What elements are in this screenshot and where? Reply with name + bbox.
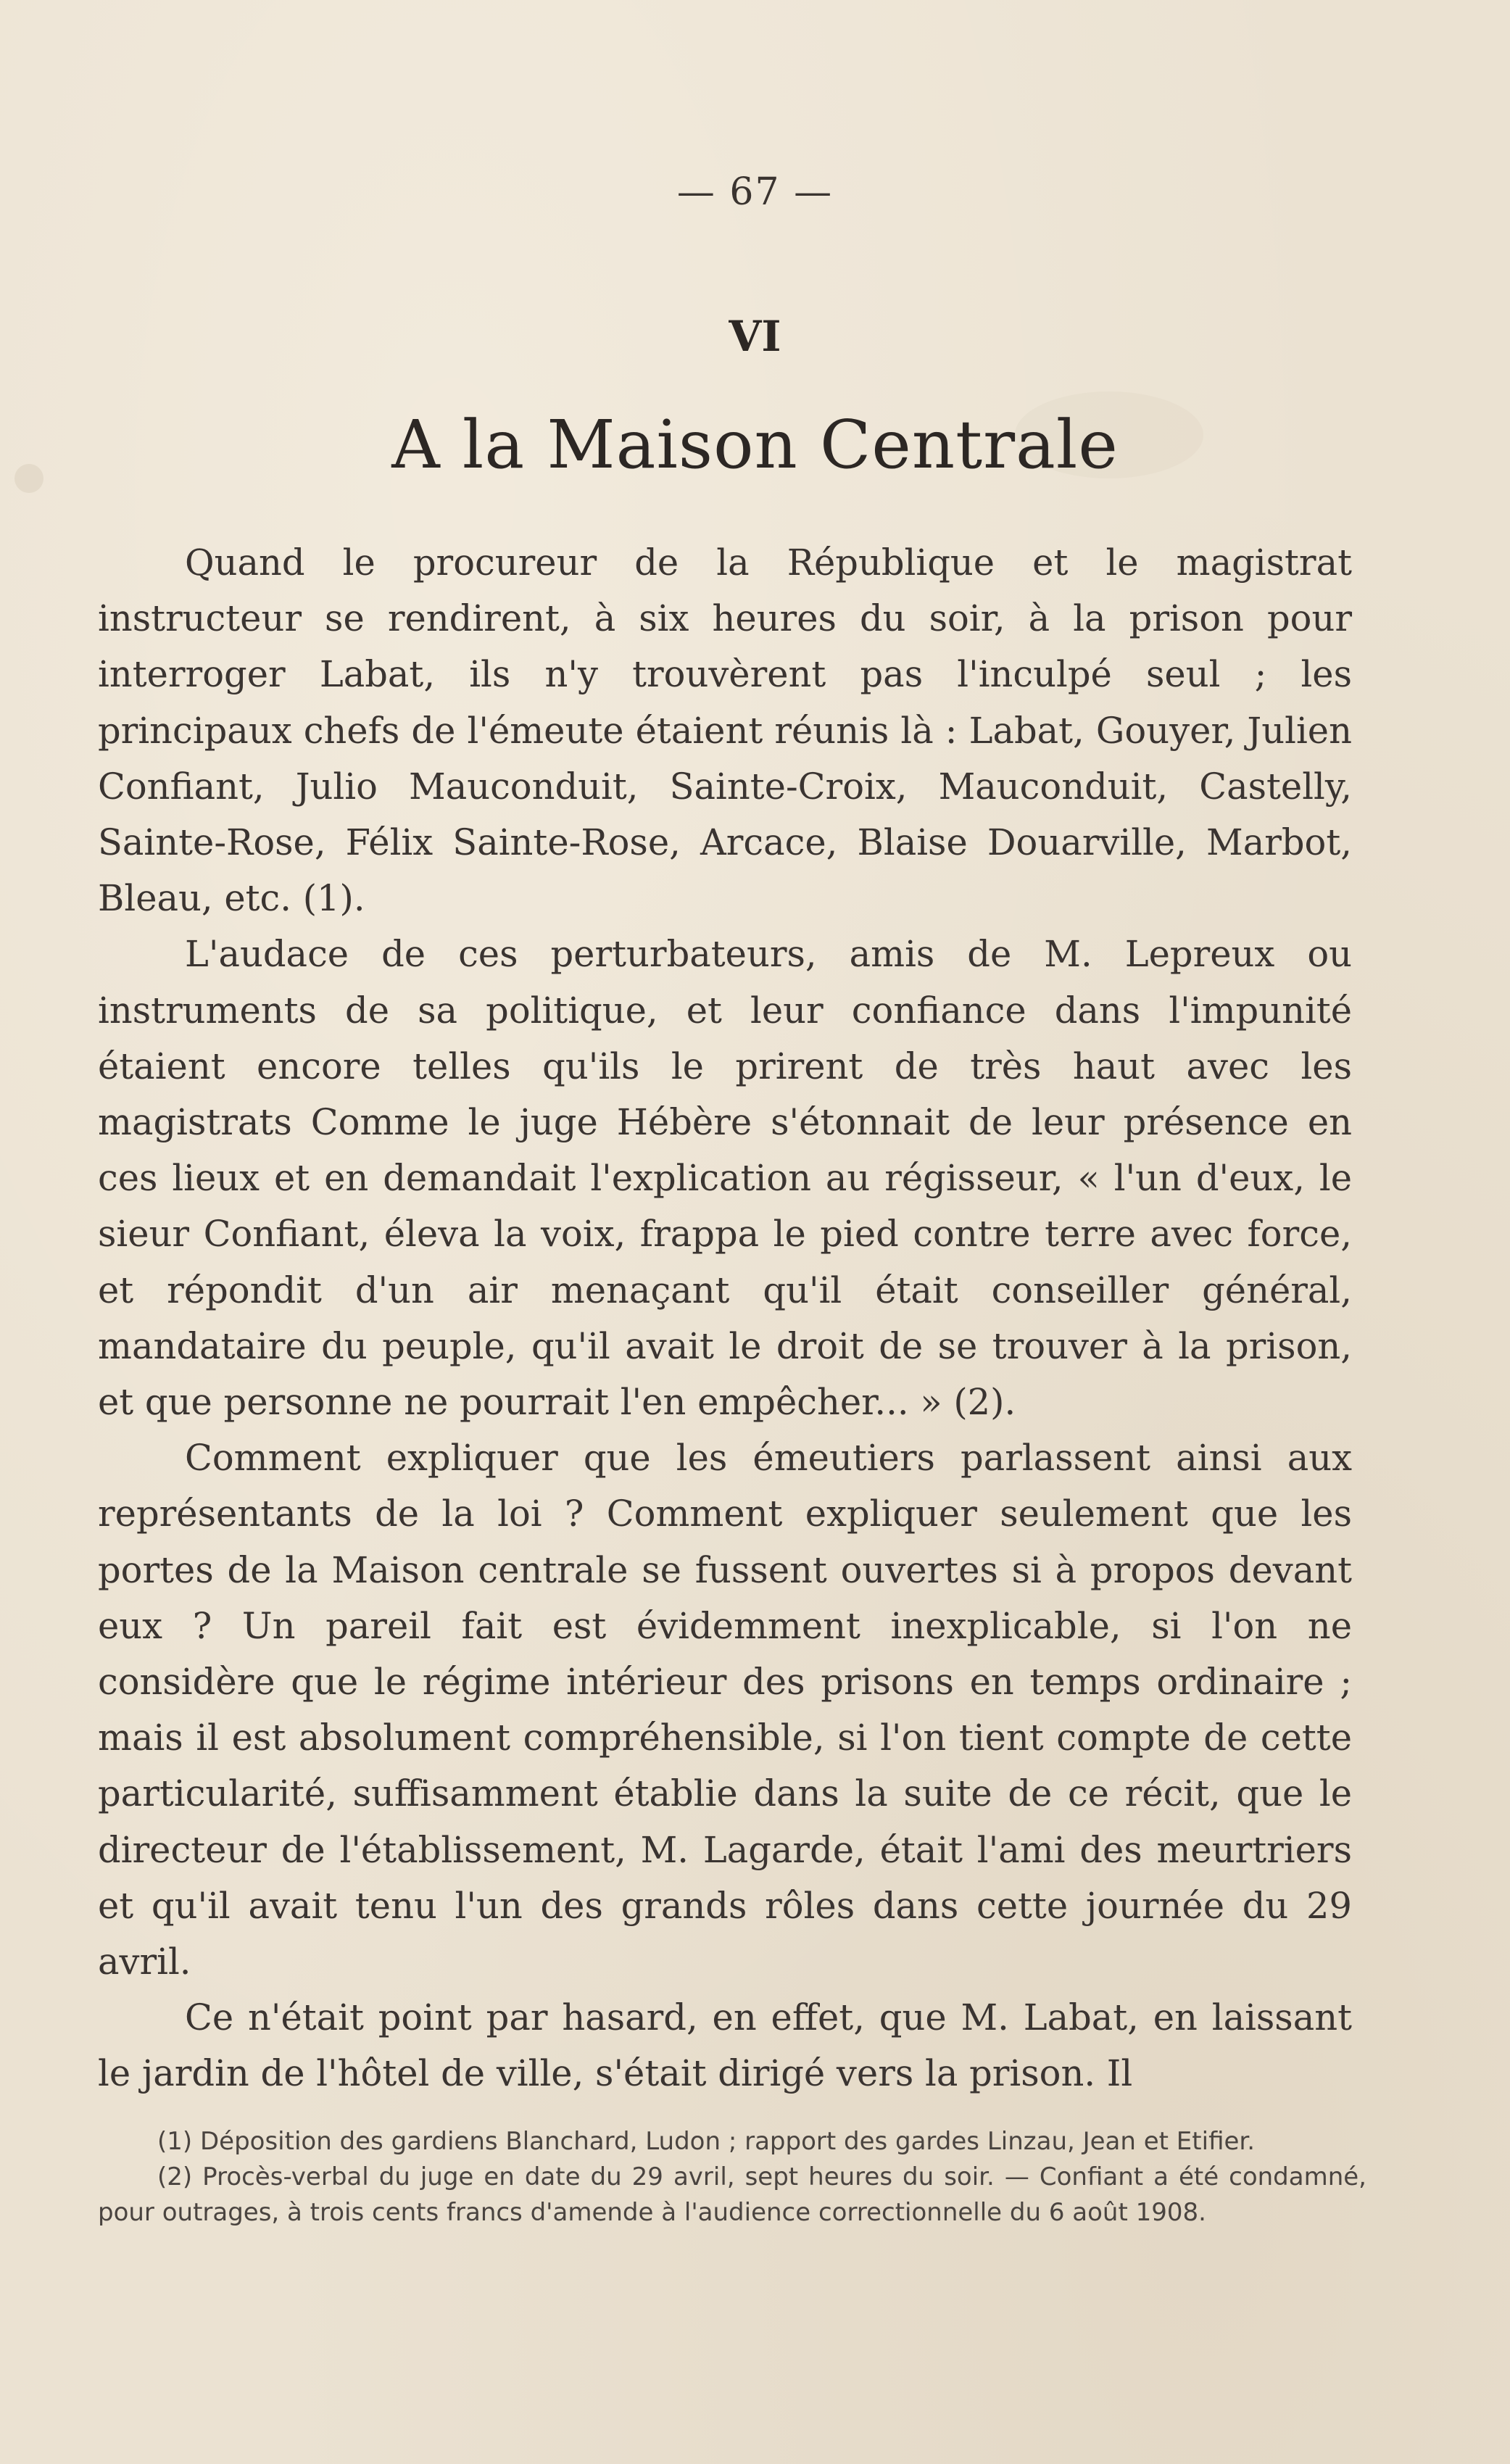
paragraph: L'audace de ces perturbateurs, amis de M. Lepreux ou instruments de sa politique, et leur confiance dans l'impunité étaient encore telles qu'ils le prirent de très haut avec les magistrats Comme le juge Hébère s'étonnait de leur présence en ces lieux et en demandait l'explication au régisseur, « l'un d'eux, le sieur Confiant, éleva la voix, frappa le pied contre terre avec force, et répondit d'un air menaçant qu'il était conseiller général, mandataire du peuple, qu'il avait le droit de se trouver à la prison, et que personne ne pourrait l'en empêcher... » (2). [98,933,1352,1424]
footnote: (1) Déposition des gardiens Blanchard, Ludon ; rapport des gardes Linzau, Jean et Etifier. [157,2127,1256,2156]
page-number: — 67 — [676,170,834,214]
footnote: (2) Procès-verbal du juge en date du 29 avril, sept heures du soir. — Confiant a été condamné, pour outrages, à trois cents francs d'amende à l'audience correctionnelle du 6 août 1908. [98,2162,1366,2227]
paragraph: Quand le procureur de la République et le magistrat instructeur se rendirent, à six heures du soir, à la prison pour interroger Labat, ils n'y trouvèrent pas l'inculpé seul ; les principaux chefs de l'émeute étaient réunis là : Labat, Gouyer, Julien Confiant, Julio Mauconduit, Sainte-Croix, Mauconduit, Castelly, Sainte-Rose, Félix Sainte-Rose, Arcace, Blaise Douarville, Marbot, Bleau, etc. (1). [98,542,1352,920]
body-text [98,535,1352,2102]
chapter-number: VI [729,312,781,361]
chapter-title: A la Maison Centrale [391,406,1119,484]
footnotes [98,2124,1366,2231]
paragraph: Comment expliquer que les émeutiers parlassent ainsi aux représentants de la loi ? Comment expliquer seulement que les portes de la Maison centrale se fussent ouvertes si à propos devant eux ? Un pareil fait est évidemment inexplicable, si l'on ne considère que le régime intérieur des prisons en temps ordinaire ; mais il est absolument compréhensible, si l'on tient compte de cette particularité, suffisamment établie dans la suite de ce récit, que le directeur de l'établissement, M. Lagarde, était l'ami des meurtriers et qu'il avait tenu l'un des grands rôles dans cette journée du 29 avril. [98,1437,1352,1983]
paragraph: Ce n'était point par hasard, en effet, que M. Labat, en laissant le jardin de l'hôtel de ville, s'était dirigé vers la prison. Il [98,1996,1352,2095]
